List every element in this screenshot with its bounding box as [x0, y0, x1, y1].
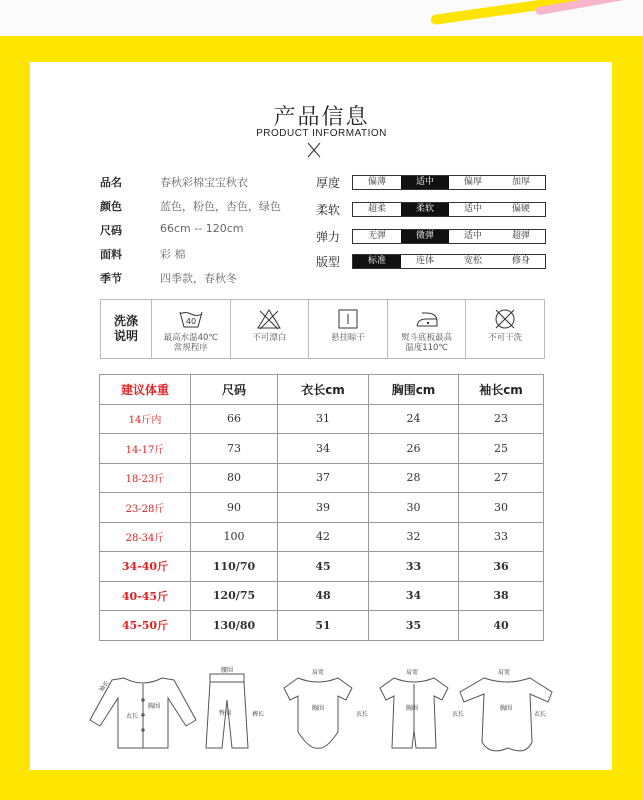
scale-option: 宽松 [463, 256, 482, 266]
table-cell: 23 [459, 404, 544, 434]
table-cell: 25 [459, 434, 544, 464]
scale-option: 超柔 [367, 204, 386, 214]
sketch-label-shoulder: 肩宽 [406, 669, 419, 676]
table-cell: 30 [369, 493, 459, 523]
wash-text-line1: 熨斗底板最高 [401, 333, 453, 343]
table-row [100, 581, 544, 611]
sketch-label-chest: 胸围 [148, 703, 161, 710]
info-label-name: 品名 [100, 176, 122, 189]
wash-item [309, 300, 388, 358]
sketch-label-chest: 胸围 [500, 705, 513, 712]
table-row [100, 493, 544, 523]
wash-40-icon [178, 308, 204, 330]
wash-item [388, 300, 467, 358]
table-row [100, 522, 544, 552]
info-value-season: 四季款，春秋冬 [160, 272, 237, 285]
size-table [99, 374, 544, 641]
table-cell: 48 [278, 581, 369, 611]
scale-option: 加厚 [511, 177, 530, 187]
table-cell: 28-34斤 [100, 522, 191, 552]
table-cell: 32 [369, 522, 459, 552]
table-cell: 110/70 [191, 552, 278, 582]
scale-option-selected: 标准 [353, 255, 401, 268]
info-value-fabric: 彩 棉 [160, 248, 186, 261]
table-cell: 34 [369, 581, 459, 611]
table-cell: 73 [191, 434, 278, 464]
scale-option: 偏硬 [511, 204, 530, 214]
sketch-label-shoulder: 肩宽 [312, 669, 325, 676]
table-cell: 28 [369, 463, 459, 493]
wash-instructions [100, 299, 545, 359]
table-row [100, 434, 544, 464]
table-cell: 120/75 [191, 581, 278, 611]
table-cell: 37 [278, 463, 369, 493]
table-cell: 100 [191, 522, 278, 552]
page-title: 产品信息 [273, 105, 370, 130]
info-value-size: 66cm -- 120cm [160, 222, 244, 235]
no-dry-clean-icon [492, 308, 518, 330]
iron-110-icon [414, 308, 440, 330]
info-label-color: 颜色 [100, 200, 122, 213]
attr-label-softness: 柔软 [316, 203, 341, 217]
scale-option: 偏薄 [367, 177, 386, 187]
table-cell: 27 [459, 463, 544, 493]
wash-heading-line2: 说明 [113, 329, 138, 343]
table-cell: 80 [191, 463, 278, 493]
wash-heading-line1: 洗涤 [113, 314, 138, 328]
garment-measurement-sketches [86, 660, 556, 760]
table-cell: 31 [278, 404, 369, 434]
table-row [100, 611, 544, 641]
sketch-label-waist: 腰围 [221, 667, 234, 674]
column-header: 衣长cm [278, 375, 369, 405]
attr-label-thickness: 厚度 [316, 176, 341, 190]
table-cell: 38 [459, 581, 544, 611]
scale-option: 适中 [463, 231, 482, 241]
sketch-label-length: 衣长 [356, 711, 369, 718]
table-row [100, 552, 544, 582]
wash-text-line2: 常规程序 [173, 343, 208, 353]
scale-option: 偏厚 [463, 177, 482, 187]
sketch-label-length: 衣长 [534, 711, 547, 718]
table-cell: 26 [369, 434, 459, 464]
thickness-scale [352, 175, 546, 190]
column-header: 袖长cm [459, 375, 544, 405]
table-cell: 14斤内 [100, 404, 191, 434]
info-label-size: 尺码 [100, 224, 122, 237]
column-header: 建议体重 [100, 375, 191, 405]
wash-item [152, 300, 231, 358]
column-header: 胸围cm [369, 375, 459, 405]
table-cell: 33 [459, 522, 544, 552]
wash-text-line1: 不可漂白 [252, 333, 287, 343]
wash-text-line1: 不可干洗 [488, 333, 523, 343]
table-header-row [100, 375, 544, 405]
table-cell: 34 [278, 434, 369, 464]
page-subtitle: PRODUCT INFORMATION [256, 128, 387, 139]
scale-option: 修身 [511, 256, 530, 266]
cross-divider-icon [307, 142, 321, 158]
info-value-name: 春秋彩棉宝宝秋衣 [160, 176, 248, 189]
sketch-label-chest: 胸围 [312, 705, 325, 712]
attr-label-elasticity: 弹力 [316, 230, 341, 244]
wash-item [231, 300, 310, 358]
wash-temp-badge: 40 [185, 317, 196, 326]
wash-item [466, 300, 544, 358]
table-cell: 51 [278, 611, 369, 641]
wash-heading [101, 300, 152, 358]
table-cell: 36 [459, 552, 544, 582]
bodysuit-sketch-icon [284, 678, 352, 748]
sketch-label-sleeve: 袖长 [97, 679, 111, 694]
elasticity-scale [352, 229, 546, 244]
info-label-fabric: 面料 [100, 248, 122, 261]
romper-sketch-icon [380, 678, 448, 748]
softness-scale [352, 202, 546, 217]
table-cell: 40-45斤 [100, 581, 191, 611]
table-cell: 23-28斤 [100, 493, 191, 523]
table-cell: 33 [369, 552, 459, 582]
table-cell: 30 [459, 493, 544, 523]
scale-option: 无弹 [367, 231, 386, 241]
sketch-label-length: 衣长 [452, 711, 465, 718]
scale-option-selected: 适中 [401, 176, 449, 189]
table-row [100, 463, 544, 493]
info-value-color: 蓝色，粉色，杏色，绿色 [160, 200, 281, 213]
scale-option-selected: 微弹 [401, 230, 449, 243]
sketch-label-hip: 臀围 [219, 710, 232, 717]
table-cell: 45 [278, 552, 369, 582]
no-bleach-icon [256, 308, 282, 330]
wash-text-line1: 最高水温40℃ [163, 333, 218, 343]
wash-text-line2: 温度110℃ [405, 343, 448, 353]
sketch-label-shoulder: 肩宽 [498, 669, 511, 676]
table-cell: 40 [459, 611, 544, 641]
hang-dry-icon [335, 308, 361, 330]
table-cell: 34-40斤 [100, 552, 191, 582]
sketch-label-chest: 胸围 [406, 705, 419, 712]
table-cell: 42 [278, 522, 369, 552]
scale-option: 连体 [415, 256, 434, 266]
wash-text-line1: 悬挂晾干 [330, 333, 365, 343]
sketch-label-pants-length: 裤长 [252, 711, 265, 718]
table-cell: 24 [369, 404, 459, 434]
attr-label-fit: 版型 [316, 255, 341, 269]
table-cell: 66 [191, 404, 278, 434]
scale-option: 适中 [463, 204, 482, 214]
table-cell: 90 [191, 493, 278, 523]
sketch-label-length: 衣长 [126, 713, 139, 720]
table-row [100, 404, 544, 434]
column-header: 尺码 [191, 375, 278, 405]
table-cell: 35 [369, 611, 459, 641]
table-cell: 14-17斤 [100, 434, 191, 464]
fit-scale [352, 254, 546, 269]
scale-option: 超弹 [511, 231, 530, 241]
table-cell: 45-50斤 [100, 611, 191, 641]
info-label-season: 季节 [100, 272, 122, 285]
scale-option-selected: 柔软 [401, 203, 449, 216]
table-cell: 18-23斤 [100, 463, 191, 493]
table-cell: 130/80 [191, 611, 278, 641]
table-cell: 39 [278, 493, 369, 523]
